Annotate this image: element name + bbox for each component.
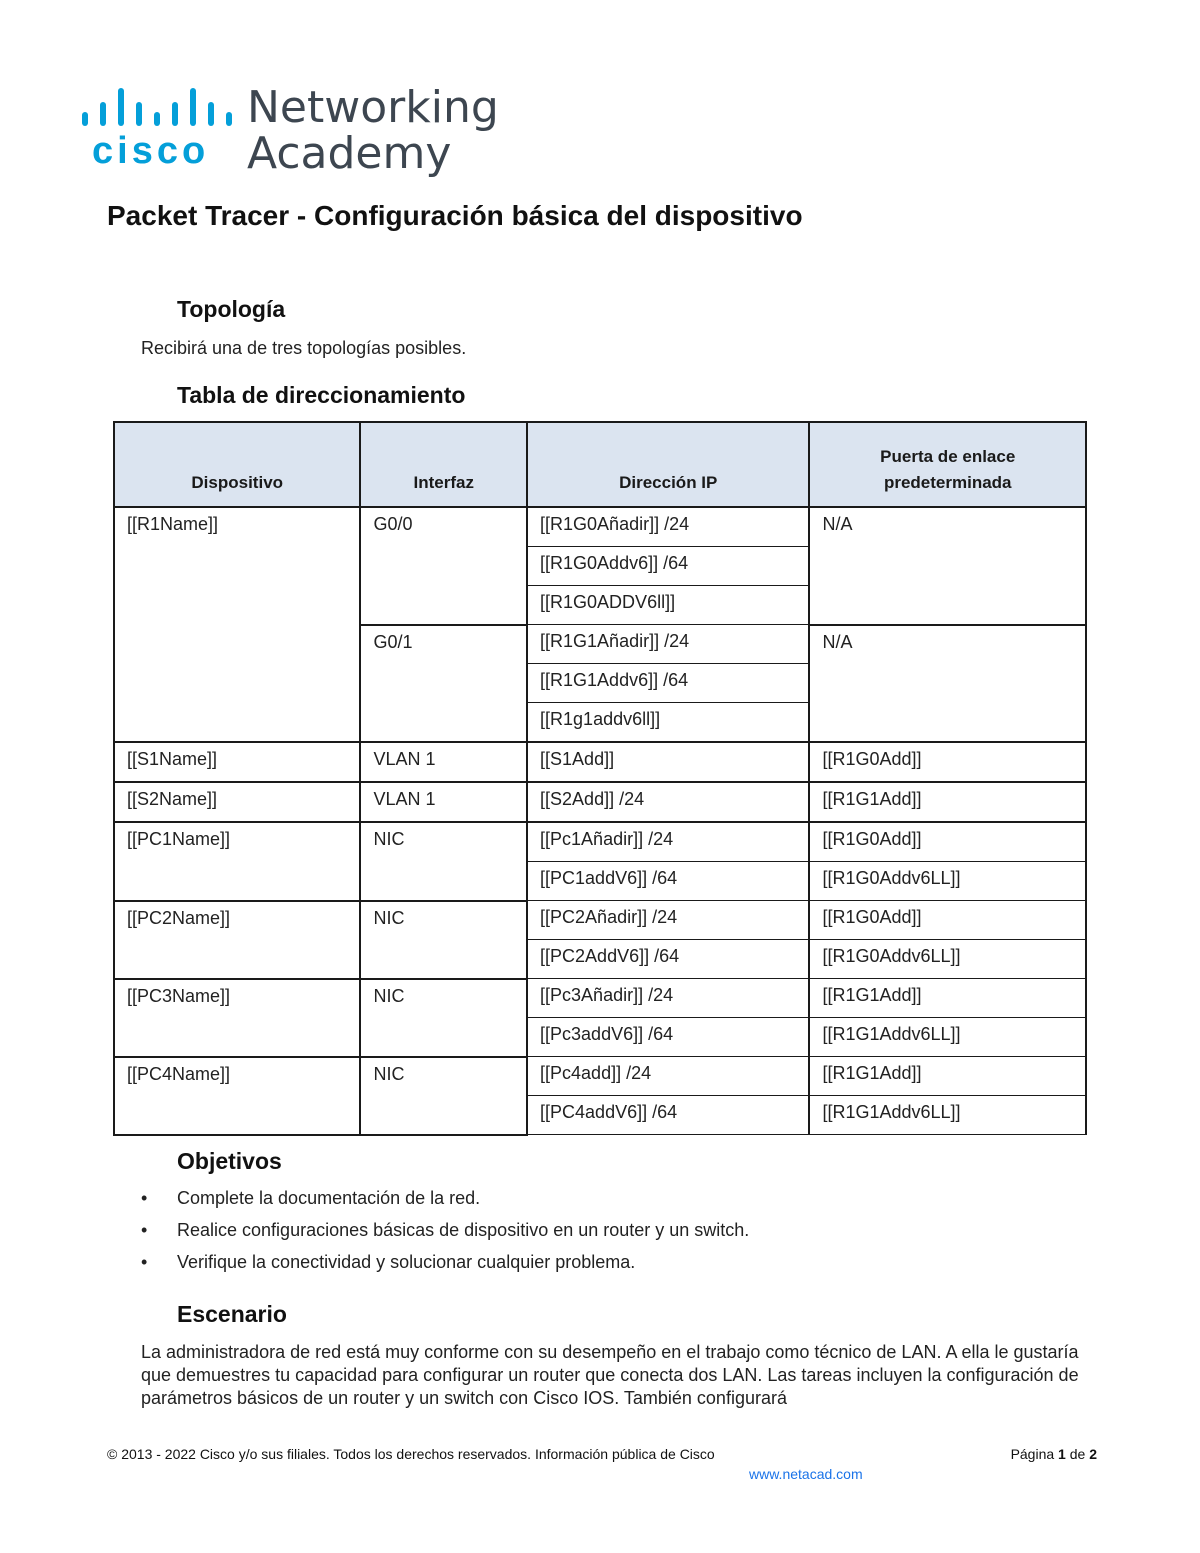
list-item [141, 1217, 749, 1249]
gateway-cell: [[R1G0Add]] [809, 822, 1086, 862]
interface-cell: VLAN 1 [360, 742, 527, 782]
table-row [114, 742, 1086, 782]
ip-cell: [[Pc3Añadir]] /24 [527, 979, 809, 1018]
cisco-networking-academy-logo [82, 82, 499, 186]
column-header-device: Dispositivo [114, 422, 360, 507]
ip-cell: [[PC1addV6]] /64 [527, 862, 809, 901]
ip-cell: [[Pc3addV6]] /64 [527, 1018, 809, 1057]
ip-cell: [[R1g1addv6ll]] [527, 703, 809, 743]
bullet-icon: • [141, 1252, 148, 1272]
table-row [114, 1057, 1086, 1096]
gateway-cell: N/A [809, 625, 1086, 743]
objective-text: Complete la documentación de la red. [177, 1188, 481, 1208]
ip-cell: [[R1G0Addv6]] /64 [527, 547, 809, 586]
footer-copyright: © 2013 - 2022 Cisco y/o sus filiales. Todos los derechos reservados. Información pública de Cisco [107, 1446, 715, 1462]
addressing-heading: Tabla de direccionamiento [177, 382, 466, 408]
device-cell: [[PC4Name]] [114, 1057, 360, 1135]
device-cell: [[S1Name]] [114, 742, 360, 782]
gateway-cell: [[R1G1Addv6LL]] [809, 1096, 1086, 1135]
list-item [141, 1249, 749, 1281]
table-row [114, 979, 1086, 1018]
interface-cell: G0/0 [360, 507, 527, 625]
bullet-icon: • [141, 1188, 148, 1208]
ip-cell: [[PC2AddV6]] /64 [527, 940, 809, 979]
ip-cell: [[R1G1Añadir]] /24 [527, 625, 809, 664]
gateway-cell: [[R1G1Add]] [809, 782, 1086, 822]
ip-cell: [[S1Add]] [527, 742, 809, 782]
list-item [141, 1185, 749, 1217]
page-separator: de [1069, 1446, 1086, 1462]
interface-cell: NIC [360, 1057, 527, 1135]
topology-text: Recibirá una de tres topologías posibles. [141, 338, 467, 358]
device-cell: [[R1Name]] [114, 507, 360, 742]
page-total: 2 [1089, 1446, 1097, 1462]
scenario-text: La administradora de red está muy conforme con su desempeño en el trabajo como técnico de LAN. A ella le gustaría que demuestres tu capacidad para configurar un router que conecta dos LAN. Las tareas incluyen la configuración de parámetros básicos de un router y un switch con Cisco IOS. También configurará [141, 1342, 1079, 1408]
cisco-wordmark: cisco [92, 130, 210, 172]
interface-cell: NIC [360, 979, 527, 1057]
topology-heading: Topología [177, 296, 286, 322]
gateway-cell: [[R1G1Add]] [809, 1057, 1086, 1096]
objective-text: Realice configuraciones básicas de dispositivo en un router y un switch. [177, 1220, 750, 1240]
logo-academy-text: Academy [247, 128, 452, 179]
netacad-link[interactable]: www.netacad.com [749, 1466, 863, 1482]
gateway-cell: [[R1G1Add]] [809, 979, 1086, 1018]
scenario-heading: Escenario [177, 1301, 287, 1327]
gateway-cell: [[R1G1Addv6LL]] [809, 1018, 1086, 1057]
device-cell: [[PC3Name]] [114, 979, 360, 1057]
interface-cell: NIC [360, 822, 527, 901]
bullet-icon: • [141, 1220, 148, 1240]
ip-cell: [[R1G0Añadir]] /24 [527, 507, 809, 547]
interface-cell: VLAN 1 [360, 782, 527, 822]
ip-cell: [[PC4addV6]] /64 [527, 1096, 809, 1135]
gateway-header-line2: predeterminada [883, 473, 1012, 492]
objectives-heading: Objetivos [177, 1148, 282, 1174]
page-title: Packet Tracer - Configuración básica del dispositivo [107, 200, 803, 231]
gateway-cell: [[R1G0Addv6LL]] [809, 862, 1086, 901]
page-current: 1 [1058, 1446, 1066, 1462]
gateway-cell: N/A [809, 507, 1086, 625]
cisco-bars-icon [82, 86, 232, 126]
ip-cell: [[S2Add]] /24 [527, 782, 809, 822]
addressing-table [113, 421, 1087, 1136]
column-header-ip: Dirección IP [527, 422, 809, 507]
ip-cell: [[R1G0ADDV6ll]] [527, 586, 809, 625]
table-header-row [114, 422, 1086, 507]
gateway-cell: [[R1G0Addv6LL]] [809, 940, 1086, 979]
objective-text: Verifique la conectividad y solucionar cualquier problema. [177, 1252, 636, 1272]
logo-networking-text: Networking [247, 82, 499, 133]
gateway-header-line1: Puerta de enlace [880, 447, 1016, 466]
device-cell: [[PC1Name]] [114, 822, 360, 901]
column-header-gateway [809, 422, 1086, 507]
objectives-list [141, 1185, 749, 1281]
column-header-interface: Interfaz [360, 422, 527, 507]
interface-cell: NIC [360, 901, 527, 979]
ip-cell: [[PC2Añadir]] /24 [527, 901, 809, 940]
interface-cell: G0/1 [360, 625, 527, 743]
table-row [114, 901, 1086, 940]
table-row [114, 507, 1086, 547]
table-row [114, 822, 1086, 862]
page-label: Página [1010, 1446, 1055, 1462]
table-row [114, 782, 1086, 822]
gateway-cell: [[R1G0Add]] [809, 742, 1086, 782]
page-number [1011, 1446, 1097, 1462]
device-cell: [[PC2Name]] [114, 901, 360, 979]
ip-cell: [[Pc4add]] /24 [527, 1057, 809, 1096]
ip-cell: [[Pc1Añadir]] /24 [527, 822, 809, 862]
ip-cell: [[R1G1Addv6]] /64 [527, 664, 809, 703]
gateway-cell: [[R1G0Add]] [809, 901, 1086, 940]
device-cell: [[S2Name]] [114, 782, 360, 822]
